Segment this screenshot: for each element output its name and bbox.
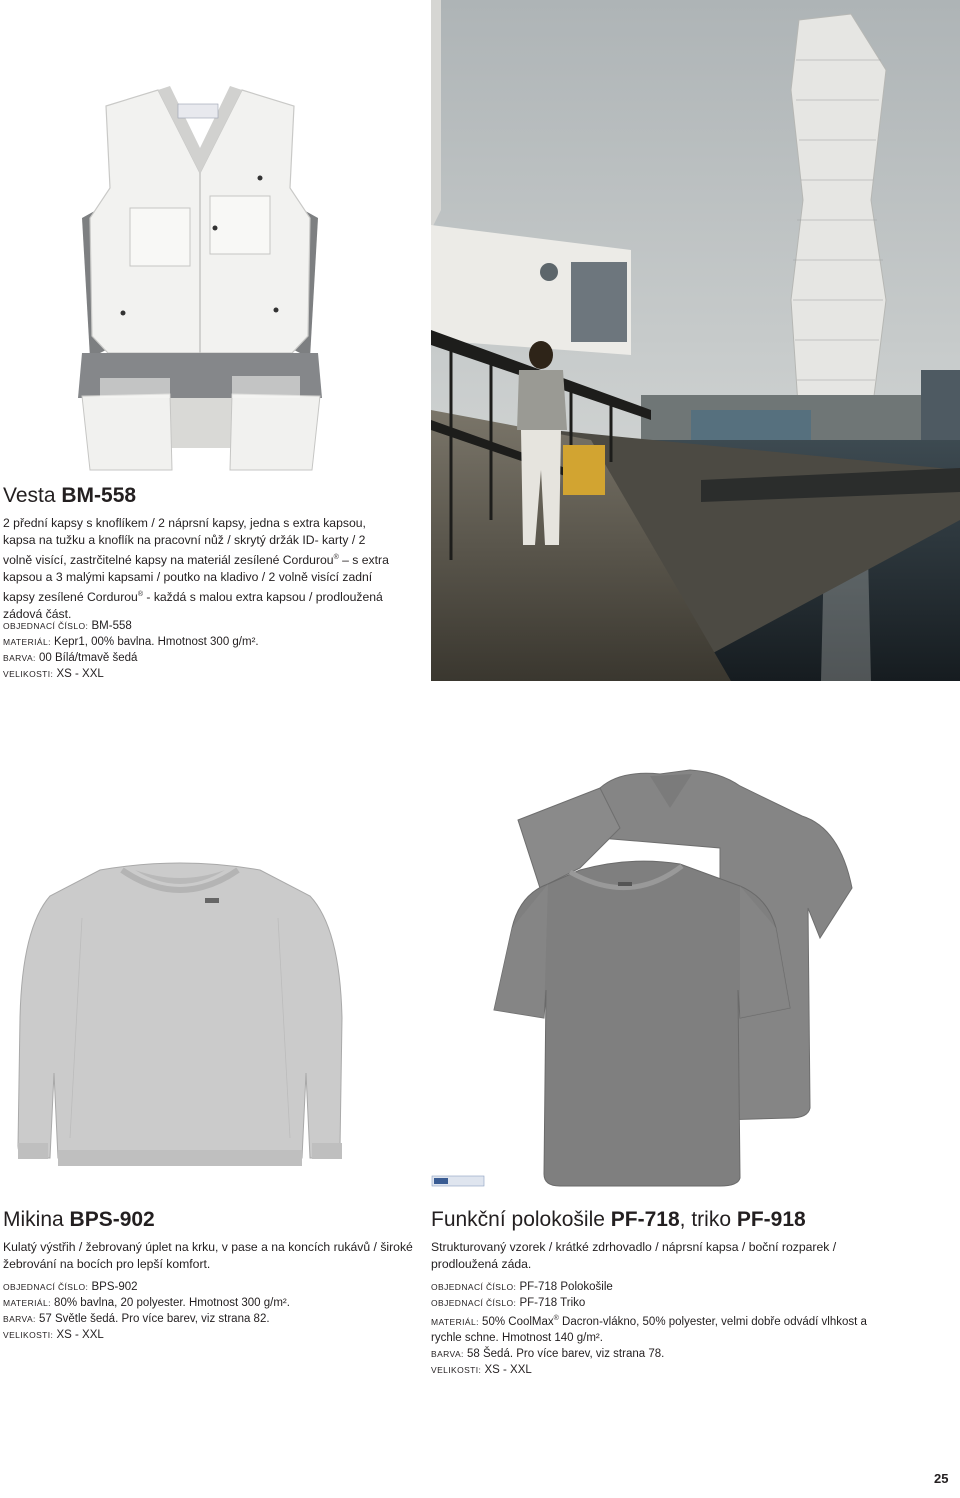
sweatshirt-material: MATERIÁL: 80% bavlna, 20 polyester. Hmotnost 300 g/m². — [3, 1297, 290, 1309]
polo-order-number-1: OBJEDNACÍ ČÍSLO: PF-718 Polokošile — [431, 1281, 613, 1293]
vest-image — [60, 78, 340, 478]
sweatshirt-order-number: OBJEDNACÍ ČÍSLO: BPS-902 — [3, 1281, 138, 1293]
polo-title: Funkční polokošile PF-718, triko PF-918 — [431, 1208, 806, 1231]
sweatshirt-sizes: VELIKOSTI: XS - XXL — [3, 1329, 104, 1341]
sweatshirt-title: Mikina BPS-902 — [3, 1208, 155, 1231]
vest-color: BARVA: 00 Bílá/tmavě šedá — [3, 652, 138, 664]
polo-specs — [431, 1279, 881, 1378]
sweatshirt-specs — [3, 1279, 423, 1343]
vest-material: MATERIÁL: Kepr1, 00% bavlna. Hmotnost 300 g/m². — [3, 636, 259, 648]
polo-description: Strukturovaný vzorek / krátké zdrhovadlo / náprsní kapsa / boční rozparek / prodloužená záda. — [431, 1240, 837, 1271]
vest-order-number: OBJEDNACÍ ČÍSLO: BM-558 — [3, 620, 132, 632]
sweatshirt-description: Kulatý výstřih / žebrovaný úplet na krku, v pase a na koncích rukávů / široké žebrování na bocích pro lepší komfort. — [3, 1240, 413, 1271]
city-photo — [431, 0, 960, 681]
polo-material: MATERIÁL: 50% CoolMax® Dacron-vlákno, 50% polyester, velmi dobře odvádí vlhkost a rychle schne. Hmotnost 140 g/m². — [431, 1315, 867, 1344]
vest-specs — [3, 618, 423, 682]
tshirt-image — [420, 768, 900, 1188]
vest-sizes: VELIKOSTI: XS - XXL — [3, 668, 104, 680]
polo-order-number-2: OBJEDNACÍ ČÍSLO: PF-718 Triko — [431, 1297, 586, 1309]
polo-sizes: VELIKOSTI: XS - XXL — [431, 1363, 532, 1376]
page-number: 25 — [934, 1471, 949, 1486]
polo-color: BARVA: 58 Šedá. Pro více barev, viz strana 78. — [431, 1347, 665, 1360]
sweatshirt-image — [10, 858, 350, 1188]
sweatshirt-color: BARVA: 57 Světle šedá. Pro více barev, viz strana 82. — [3, 1313, 270, 1325]
vest-description: 2 přední kapsy s knoflíkem / 2 náprsní kapsy, jedna s extra kapsou, kapsa na tužku a knoflík na pracovní nůž / skrytý držák ID- karty / 2 volně visící, zastrčitelné kapsy na materiál zesílené Cordurou® – s extra kapsou a 3 malými kapsami / poutko na kladivo / 2 volně visící zadní kapsy zesílené Cordurou® - každá s malou extra kapsou / prodloužená zádová část. — [3, 516, 389, 622]
vest-title: Vesta BM-558 — [3, 484, 137, 507]
